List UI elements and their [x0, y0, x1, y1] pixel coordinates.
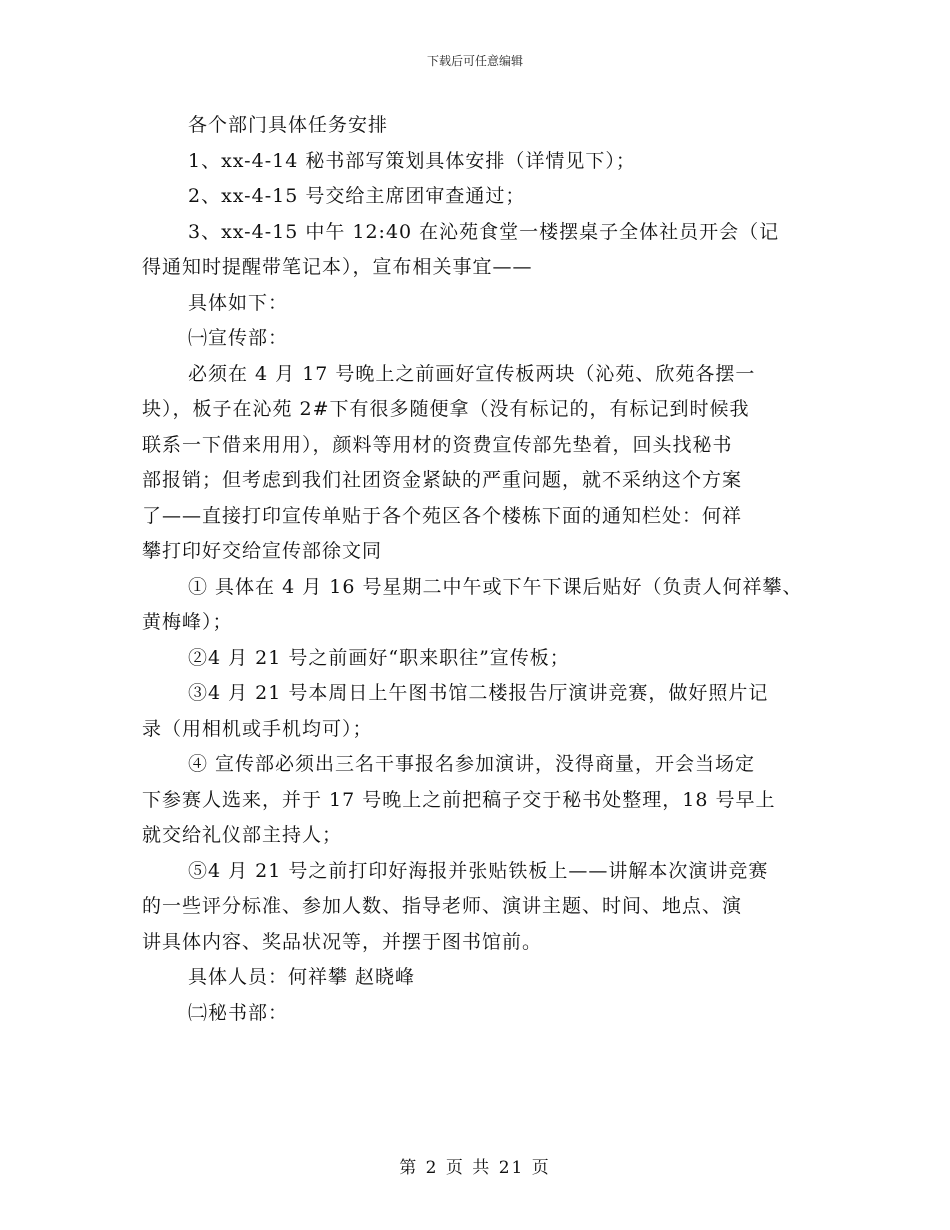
text-line: ① 具体在 4 月 16 号星期二中午或下午下课后贴好（负责人何祥攀、	[188, 575, 803, 598]
text-line: ⑤4 月 21 号之前打印好海报并张贴铁板上——讲解本次演讲竞赛	[188, 859, 769, 882]
text-line: 下参赛人选来，并于 17 号晚上之前把稿子交于秘书处整理，18 号早上	[142, 788, 776, 811]
text-line: 2、xx-4-15 号交给主席团审查通过；	[188, 185, 526, 207]
text-line: 具体如下：	[188, 291, 289, 314]
text-line: 得通知时提醒带笔记本），宣布相关事宜——	[142, 256, 533, 278]
text-line: 必须在 4 月 17 号晚上之前画好宣传板两块（沁苑、欣苑各摆一	[188, 362, 756, 385]
document-body	[142, 108, 822, 1031]
text-line: ②4 月 21 号之前画好“职来职往”宣传板；	[188, 646, 570, 669]
text-line: 部报销；但考虑到我们社团资金紧缺的严重问题，就不采纳这个方案	[142, 469, 743, 491]
text-line: 就交给礼仪部主持人；	[142, 824, 343, 846]
text-line: ③4 月 21 号本周日上午图书馆二楼报告厅演讲竞赛，做好照片记	[188, 682, 769, 704]
text-line: 块），板子在沁苑 2#下有很多随便拿（没有标记的，有标记到时候我	[142, 398, 750, 420]
text-line: 的一些评分标准、参加人数、指导老师、演讲主题、时间、地点、演	[142, 895, 743, 917]
text-line: 3、xx-4-15 中午 12:40 在沁苑食堂一楼摆桌子全体社员开会（记	[188, 220, 780, 243]
text-line: 攀打印好交给宣传部徐文同	[142, 540, 383, 562]
text-line: 1、xx-4-14 秘书部写策划具体安排（详情见下）；	[188, 149, 636, 172]
text-line: ④ 宣传部必须出三名干事报名参加演讲，没得商量，开会当场定	[188, 753, 756, 775]
text-line: 各个部门具体任务安排	[188, 114, 389, 136]
text-line: 了——直接打印宣传单贴于各个苑区各个楼栋下面的通知栏处：何祥	[142, 504, 743, 527]
text-line: ㈡秘书部：	[188, 1001, 289, 1024]
text-line: 具体人员：何祥攀 赵晓峰	[188, 966, 416, 988]
text-line: ㈠宣传部：	[188, 327, 289, 349]
text-line: 讲具体内容、奖品状况等，并摆于图书馆前。	[142, 930, 543, 953]
page-footer: 第 2 页 共 21 页	[399, 1158, 551, 1178]
page-header: 下载后可任意编辑	[426, 54, 523, 68]
text-line: 联系一下借来用用），颜料等用材的资费宣传部先垫着，回头找秘书	[142, 433, 733, 456]
text-line: 录（用相机或手机均可）；	[142, 717, 373, 740]
text-line: 黄梅峰）；	[142, 611, 233, 633]
